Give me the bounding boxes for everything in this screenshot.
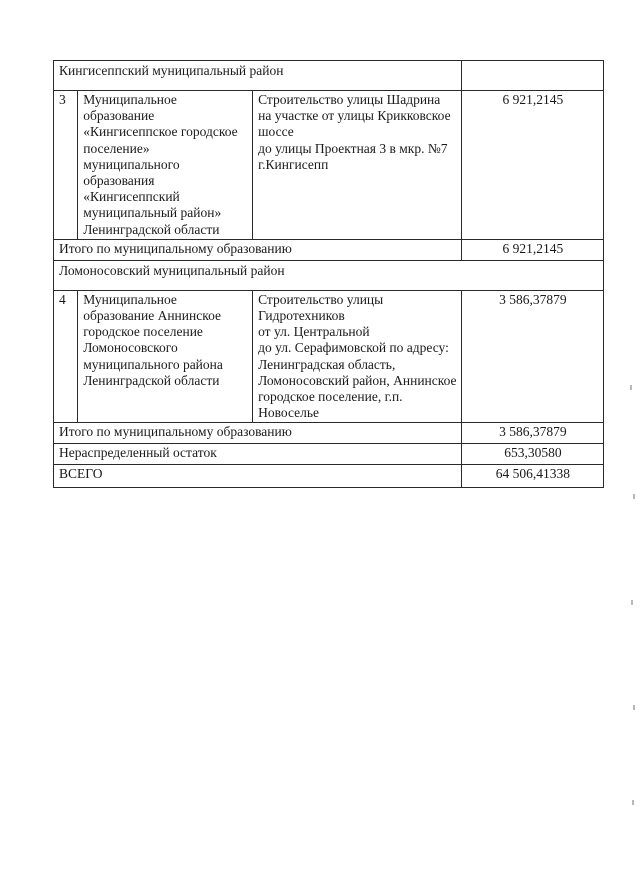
allocation-table <box>53 60 604 488</box>
subtotal-row <box>54 239 604 260</box>
scan-speck <box>630 385 632 390</box>
municipality-name: Муниципальное образование «Кингисеппское городское поселение» муниципального образования «Кингисеппский муниципальный район» Ленинградской области <box>78 91 253 240</box>
grand-total-label: ВСЕГО <box>54 465 462 488</box>
scan-speck <box>633 705 635 710</box>
section-title: Кингисеппский муниципальный район <box>54 61 462 91</box>
scan-speck <box>632 800 634 805</box>
remainder-label: Нераспределенный остаток <box>54 444 462 465</box>
scan-speck <box>633 494 635 499</box>
section-header-row <box>54 260 604 290</box>
section-value-cell <box>461 61 603 91</box>
amount-value: 6 921,2145 <box>461 91 603 240</box>
row-number: 4 <box>54 290 78 423</box>
construction-object: Строительство улицы Гидротехников от ул. Центральной до ул. Серафимовской по адресу: Ленинградская область, Ломоносовский район, Аннинское городское поселение, г.п. Новоселье <box>253 290 462 423</box>
subtotal-label: Итого по муниципальному образованию <box>54 423 462 444</box>
scan-speck <box>631 600 633 605</box>
municipality-name: Муниципальное образование Аннинское городское поселение Ломоносовского муниципального района Ленинградской области <box>78 290 253 423</box>
section-header-row <box>54 61 604 91</box>
remainder-value: 653,30580 <box>461 444 603 465</box>
construction-object: Строительство улицы Шадрина на участке от улицы Крикковское шоссе до улицы Проектная 3 в мкр. №7 г.Кингисепп <box>253 91 462 240</box>
grand-total-row <box>54 465 604 488</box>
table-row <box>54 290 604 423</box>
row-number: 3 <box>54 91 78 240</box>
subtotal-value: 6 921,2145 <box>461 239 603 260</box>
remainder-row <box>54 444 604 465</box>
subtotal-row <box>54 423 604 444</box>
section-title: Ломоносовский муниципальный район <box>54 260 604 290</box>
table-row <box>54 91 604 240</box>
amount-value: 3 586,37879 <box>461 290 603 423</box>
subtotal-value: 3 586,37879 <box>461 423 603 444</box>
subtotal-label: Итого по муниципальному образованию <box>54 239 462 260</box>
grand-total-value: 64 506,41338 <box>461 465 603 488</box>
